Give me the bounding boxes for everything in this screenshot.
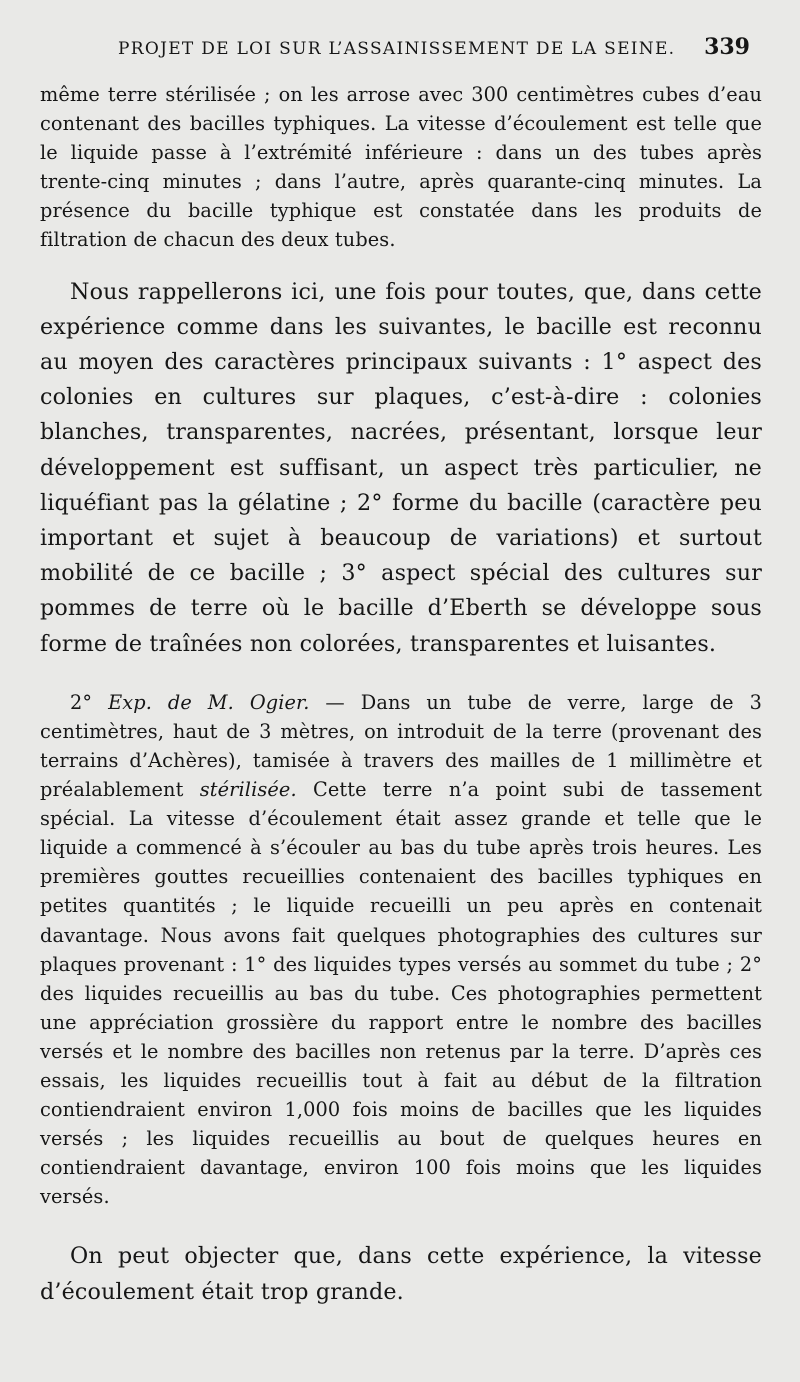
page-body (40, 80, 762, 1310)
running-title: PROJET DE LOI SUR L’ASSAINISSEMENT DE LA SEINE. (118, 39, 676, 59)
experiment-number: 2° (70, 690, 93, 714)
italic-sterilisee: stérilisée. (199, 778, 297, 802)
page-header (118, 34, 750, 62)
paragraph-objection: On peut objecter que, dans cette expérience, la vitesse d’écoulement était trop grande. (40, 1243, 762, 1305)
experiment-text-before: — Dans un tube de verre, large de 3 centimètres, haut de 3 mètres, on introduit de la terre (provenant des terrains d’Achères), tamisée à travers des mailles de 1 millimètre et préalablement (40, 690, 762, 802)
experiment-label: Exp. de M. Ogier. (108, 690, 310, 714)
paragraph-bacille-characteristics: Nous rappellerons ici, une fois pour toutes, que, dans cette expérience comme dans les suivantes, le bacille est reconnu au moyen des caractères principaux suivants : 1° aspect des colonies en cultures sur plaques, c’est-à-dire : colonies blanches, transparentes, nacrées, présentant, lorsque leur développement est suffisant, un aspect très particulier, ne liquéfiant pas la gélatine ; 2° forme du bacille (caractère peu important et sujet à beaucoup de variations) et surtout mobilité de ce bacille ; 3° aspect spécial des cultures sur pommes de terre où le bacille d’Eberth se développe sous forme de traînées non colorées, transparentes et luisantes. (40, 278, 762, 657)
paragraph-continuation: même terre stérilisée ; on les arrose avec 300 centimètres cubes d’eau contenant des bacilles typhiques. La vitesse d’écoulement est telle que le liquide passe à l’extrémité inférieure : dans un des tubes après trente-cinq minutes ; dans l’autre, après quarante-cinq minutes. La présence du bacille typhique est constatée dans les produits de filtration de chacun des deux tubes. (40, 83, 762, 252)
experiment-text-after: Cette terre n’a point subi de tassement spécial. La vitesse d’écoulement était assez grande et telle que le liquide a commencé à s’écouler au bas du tube après trois heures. Les premières gouttes recueillies contenaient des bacilles typhiques en petites quantités ; le liquide recueilli un peu après en contenait davantage. Nous avons fait quelques photographies des cultures sur plaques provenant : 1° des liquides types versés au sommet du tube ; 2° des liquides recueillis au bas du tube. Ces photographies permettent une appréciation grossière du rapport entre le nombre des bacilles versés et le nombre des bacilles non retenus par la terre. D’après ces essais, les liquides recueillis tout à fait au début de la filtration contiendraient environ 1,000 fois moins de bacilles que les liquides versés ; les liquides recueillis au bout de quelques heures en contiendraient davantage, environ 100 fois moins que les liquides versés. (40, 778, 762, 1209)
page-number: 339 (704, 34, 750, 60)
paragraph-experiment-ogier (40, 688, 762, 1212)
